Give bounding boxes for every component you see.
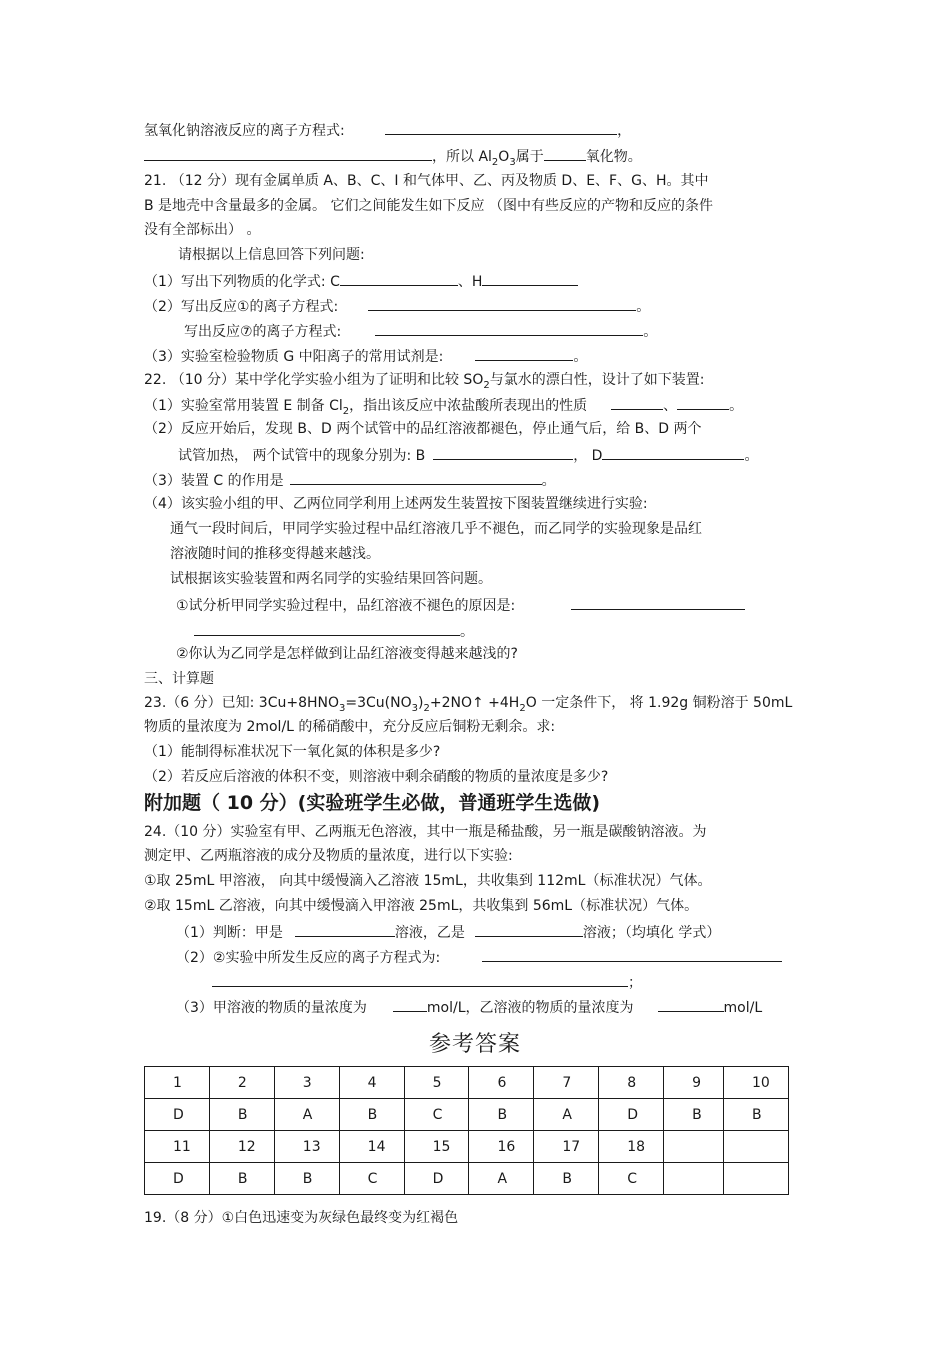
table-cell: B (469, 1099, 534, 1131)
blank (295, 922, 395, 937)
subscript: 3 (411, 702, 419, 714)
text: ， (617, 123, 632, 139)
table-cell: 10 (724, 1067, 789, 1099)
blank (677, 395, 729, 410)
table-cell: 4 (339, 1067, 404, 1099)
text-line: 没有全部标出） 。 (144, 222, 261, 238)
table-cell: 1 (145, 1067, 210, 1099)
table-cell: 12 (209, 1131, 274, 1163)
question-23 (144, 694, 792, 718)
answer-table (144, 1066, 789, 1195)
text-line: ②你认为乙同学是怎样做到让品红溶液变得越来越浅的? (176, 646, 518, 662)
blank (393, 997, 427, 1012)
table-cell: D (145, 1099, 210, 1131)
table-cell: 8 (599, 1067, 664, 1099)
table-cell: 13 (274, 1131, 339, 1163)
table-cell: 18 (599, 1131, 664, 1163)
table-cell: C (339, 1163, 404, 1195)
text: 。 (541, 473, 556, 489)
table-cell: 17 (534, 1131, 599, 1163)
text: 23.（6 分）已知: 3Cu+8HNO (144, 695, 340, 711)
table-cell: B (274, 1163, 339, 1195)
text-line: ①取 25mL 甲溶液， 向其中缓慢滴入乙溶液 15mL，共收集到 112mL（标准状况）气体。 (144, 873, 712, 889)
text: ，所以 Al (432, 149, 492, 165)
table-row (145, 1163, 789, 1195)
blank (385, 120, 617, 135)
text: 试管加热， 两个试管中的现象分别为: B (178, 448, 426, 464)
blank (482, 271, 578, 286)
subscript: 3 (339, 702, 346, 714)
blank (340, 271, 458, 286)
text-line: 溶液随时间的推移变得越来越浅。 (170, 546, 380, 562)
text: 。 (744, 448, 759, 464)
text-line (212, 972, 642, 992)
question-21: 21. （12 分）现有金属单质 A、B、C、I 和气体甲、乙、丙及物质 D、E、F、G、H。其中 (144, 173, 709, 189)
text-line: B 是地壳中含量最多的金属。 它们之间能发生如下反应 （图中有些反应的产物和反应的条件 (144, 198, 713, 214)
text: （1）实验室常用装置 E 制备 Cl (144, 398, 343, 414)
blank (611, 395, 663, 410)
blank (433, 445, 573, 460)
text: 。 (460, 624, 474, 640)
table-cell: 5 (404, 1067, 469, 1099)
text-line (144, 395, 743, 421)
text-line: （2）反应开始后，发现 B、D 两个试管中的品红溶液都褪色，停止通气后，给 B、D 两个 (144, 421, 702, 437)
text: 。 (636, 299, 651, 315)
subscript: 2 (423, 702, 430, 714)
blank (571, 595, 745, 610)
question-24: 24.（10 分）实验室有甲、乙两瓶无色溶液，其中一瓶是稀盐酸，另一瓶是碳酸钠溶液。为 (144, 824, 707, 840)
text-line: 请根据以上信息回答下列问题: (178, 247, 365, 263)
table-cell: B (209, 1163, 274, 1195)
text: ①试分析甲同学实验过程中，品红溶液不褪色的原因是: (176, 598, 516, 614)
table-cell: B (534, 1163, 599, 1195)
answers-title: 参考答案 (428, 1032, 521, 1057)
text: （3）装置 C 的作用是 (144, 473, 284, 489)
table-cell: B (339, 1099, 404, 1131)
text: 写出反应⑦的离子方程式: (184, 324, 342, 340)
text-line (176, 947, 782, 967)
blank (482, 947, 782, 962)
table-cell (664, 1163, 724, 1195)
text-line (176, 595, 745, 615)
table-cell: D (599, 1099, 664, 1131)
text: 22. （10 分）某中学化学实验小组为了证明和比较 SO (144, 372, 484, 388)
blank (368, 296, 636, 311)
table-row (145, 1067, 789, 1099)
text-line (194, 621, 474, 641)
text-line: （4）该实验小组的甲、乙两位同学利用上述两发生装置按下图装置继续进行实验: (144, 496, 648, 512)
text: mol/L，乙溶液的物质的量浓度为 (426, 1000, 634, 1016)
question-22 (144, 371, 704, 395)
text: O 一定条件下， 将 1.92g 铜粉溶于 50mL (525, 695, 793, 711)
subscript: 3 (509, 156, 516, 168)
blank (602, 445, 744, 460)
table-cell: D (145, 1163, 210, 1195)
text: O (498, 149, 510, 165)
blank (658, 997, 724, 1012)
table-cell: 7 (534, 1067, 599, 1099)
blank (475, 346, 573, 361)
text-line (144, 296, 650, 316)
text: 溶液，乙是 (394, 925, 465, 941)
text: （1）写出下列物质的化学式: C (144, 274, 340, 290)
section-heading: 三、计算题 (144, 671, 214, 687)
text-line: ②取 15mL 乙溶液，向其中缓慢滴入甲溶液 25mL，共收集到 56mL（标准状况）气体。 (144, 898, 699, 914)
text: （1）判断：甲是 (176, 925, 283, 941)
text-line (178, 445, 758, 465)
table-cell: 3 (274, 1067, 339, 1099)
blank (375, 321, 643, 336)
text-line (144, 470, 556, 490)
text: 、 (663, 398, 678, 414)
subscript: 2 (519, 702, 526, 714)
text: 。 (643, 324, 658, 340)
table-cell: D (404, 1163, 469, 1195)
text-line: 通气一段时间后，甲同学实验过程中品红溶液几乎不褪色，而乙同学的实验现象是品红 (170, 521, 702, 537)
text: （2）②实验中所发生反应的离子方程式为: (176, 950, 441, 966)
table-row (145, 1131, 789, 1163)
table-cell: B (209, 1099, 274, 1131)
text-line: 测定甲、乙两瓶溶液的成分及物质的量浓度，进行以下实验: (144, 848, 513, 864)
text-line (144, 346, 587, 366)
blank (290, 470, 542, 485)
subscript: 2 (342, 405, 350, 417)
table-cell: 2 (209, 1067, 274, 1099)
text-line (176, 997, 762, 1017)
table-cell: 11 (145, 1131, 210, 1163)
text-line: （2）若反应后溶液的体积不变，则溶液中剩余硝酸的物质的量浓度是多少? (144, 769, 609, 785)
text: 氢氧化钠溶液反应的离子方程式: (144, 123, 345, 139)
text: 。 (729, 398, 744, 414)
table-cell: C (404, 1099, 469, 1131)
blank (212, 972, 628, 987)
answer-19: 19.（8 分）①白色迅速变为灰绿色最终变为红褐色 (144, 1210, 459, 1226)
table-cell: B (664, 1099, 724, 1131)
text: 溶液；（均填化 学式） (582, 925, 721, 941)
text-line: 试根据该实验装置和两名同学的实验结果回答问题。 (170, 571, 492, 587)
text: ； (628, 975, 642, 991)
table-cell: 15 (404, 1131, 469, 1163)
text: ，指出该反应中浓盐酸所表现出的性质 (349, 398, 588, 414)
text-line (144, 146, 642, 172)
text: （3）实验室检验物质 G 中阳离子的常用试剂是: (144, 349, 444, 365)
text-line (176, 922, 720, 942)
text: =3Cu(NO (345, 695, 412, 711)
table-row (145, 1099, 789, 1131)
text: 、H (457, 274, 483, 290)
table-cell (664, 1131, 724, 1163)
table-cell (724, 1131, 789, 1163)
table-cell: A (469, 1163, 534, 1195)
table-cell (724, 1163, 789, 1195)
text-line (144, 271, 578, 291)
text: 与氯水的漂白性，设计了如下装置: (489, 372, 705, 388)
table-cell: A (534, 1099, 599, 1131)
text-line: （1）能制得标准状况下一氧化氮的体积是多少? (144, 744, 441, 760)
text: +2NO↑ +4H (429, 695, 520, 711)
blank (544, 146, 586, 161)
text: ) (418, 695, 424, 711)
table-cell: 14 (339, 1131, 404, 1163)
table-cell: 9 (664, 1067, 724, 1099)
subscript: 2 (491, 156, 499, 168)
text-line (144, 120, 631, 140)
text: mol/L (723, 1000, 763, 1016)
text: ， D (573, 448, 603, 464)
blank (144, 146, 432, 161)
blank (475, 922, 583, 937)
text: （2）写出反应①的离子方程式: (144, 299, 339, 315)
table-cell: 6 (469, 1067, 534, 1099)
table-cell: B (724, 1099, 789, 1131)
text: 氧化物。 (585, 149, 642, 165)
blank (194, 621, 460, 636)
subscript: 2 (483, 379, 490, 391)
table-cell: C (599, 1163, 664, 1195)
text: 属于 (515, 149, 544, 165)
text: 。 (573, 349, 588, 365)
table-cell: A (274, 1099, 339, 1131)
bonus-heading: 附加题（ 10 分）(实验班学生必做，普通班学生选做) (144, 792, 601, 814)
table-cell: 16 (469, 1131, 534, 1163)
text: （3）甲溶液的物质的量浓度为 (176, 1000, 367, 1016)
text-line: 物质的量浓度为 2mol/L 的稀硝酸中，充分反应后铜粉无剩余。求: (144, 719, 556, 735)
text-line (184, 321, 657, 341)
